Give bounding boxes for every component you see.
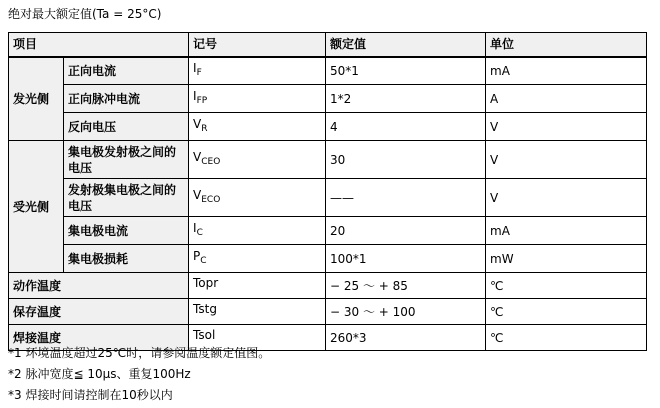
table-row [9,113,647,141]
footnote-2: *2 脉冲宽度≦ 10μs、重复100Hz [8,367,191,381]
symbol-cell [189,217,326,245]
rating-cell: 50*1 [326,57,486,85]
page-title: 绝对最大额定值(Ta = 25°C) [8,7,162,21]
rating-cell: − 30 ～ + 100 [326,299,486,325]
rating-cell: − 25 ～ + 85 [326,273,486,299]
row-label: 集电极损耗 [64,245,189,273]
row-label: 集电极电流 [64,217,189,245]
symbol-subscript: CEO [201,157,221,167]
symbol-base: V [193,150,202,164]
rating-cell: —— [326,179,486,217]
row-label: 动作温度 [9,273,189,299]
unit-cell: mA [486,217,647,245]
table-row [9,245,647,273]
unit-cell: mW [486,245,647,273]
symbol-cell [189,57,326,85]
symbol-cell [189,299,326,325]
rating-cell: 30 [326,141,486,179]
row-label: 反向电压 [64,113,189,141]
symbol-cell [189,273,326,299]
symbol-base: V [193,188,202,202]
rating-cell: 1*2 [326,85,486,113]
rating-cell: 4 [326,113,486,141]
footnotes [8,345,270,408]
row-label: 保存温度 [9,299,189,325]
table-row [9,217,647,245]
unit-cell: V [486,141,647,179]
table-row [9,299,647,325]
symbol-subscript: C [200,256,207,266]
symbol-base: Topr [193,276,219,290]
symbol-base: I [193,61,197,76]
symbol-base: Tstg [193,302,217,316]
unit-cell: V [486,113,647,141]
header-item: 项目 [9,33,189,57]
symbol-subscript: F [196,68,202,79]
symbol-subscript: R [201,124,208,134]
footnote-3: *3 焊接时间请控制在10秒以内 [8,388,173,402]
table-row [9,57,647,85]
table-row [9,85,647,113]
group-cell-emitter-side: 发光侧 [9,57,64,141]
rating-cell: 100*1 [326,245,486,273]
table-row [9,179,647,217]
absolute-maximum-ratings-table [8,32,647,351]
row-label: 集电极发射极之间的电压 [64,141,189,179]
rating-cell: 20 [326,217,486,245]
symbol-base: Tsol [193,328,216,342]
row-label: 焊接温度 [9,325,189,351]
group-cell-detector-side: 受光侧 [9,141,64,273]
table-row [9,141,647,179]
symbol-cell [189,141,326,179]
symbol-base: V [193,117,202,131]
unit-cell: V [486,179,647,217]
symbol-subscript: FP [196,96,208,106]
symbol-cell [189,179,326,217]
unit-cell: ℃ [486,273,647,299]
unit-cell: ℃ [486,325,647,351]
table-header-row [9,33,647,57]
symbol-base: I [193,89,197,103]
header-unit: 单位 [486,33,647,57]
unit-cell: ℃ [486,299,647,325]
unit-cell: mA [486,57,647,85]
rating-cell: 260*3 [326,325,486,351]
header-symbol: 记号 [189,33,326,57]
unit-cell: A [486,85,647,113]
symbol-base: I [193,221,197,235]
symbol-cell [189,113,326,141]
symbol-base: P [193,249,201,263]
symbol-subscript: ECO [201,195,221,205]
footnote-1: *1 环境温度超过25℃时，请参阅温度额定值图。 [8,346,271,360]
symbol-subscript: C [196,228,203,238]
row-label: 正向电流 [64,57,189,85]
row-label: 正向脉冲电流 [64,85,189,113]
header-rating: 额定值 [326,33,486,57]
row-label: 发射极集电极之间的电压 [64,179,189,217]
table-row [9,273,647,299]
symbol-cell [189,245,326,273]
symbol-cell [189,85,326,113]
